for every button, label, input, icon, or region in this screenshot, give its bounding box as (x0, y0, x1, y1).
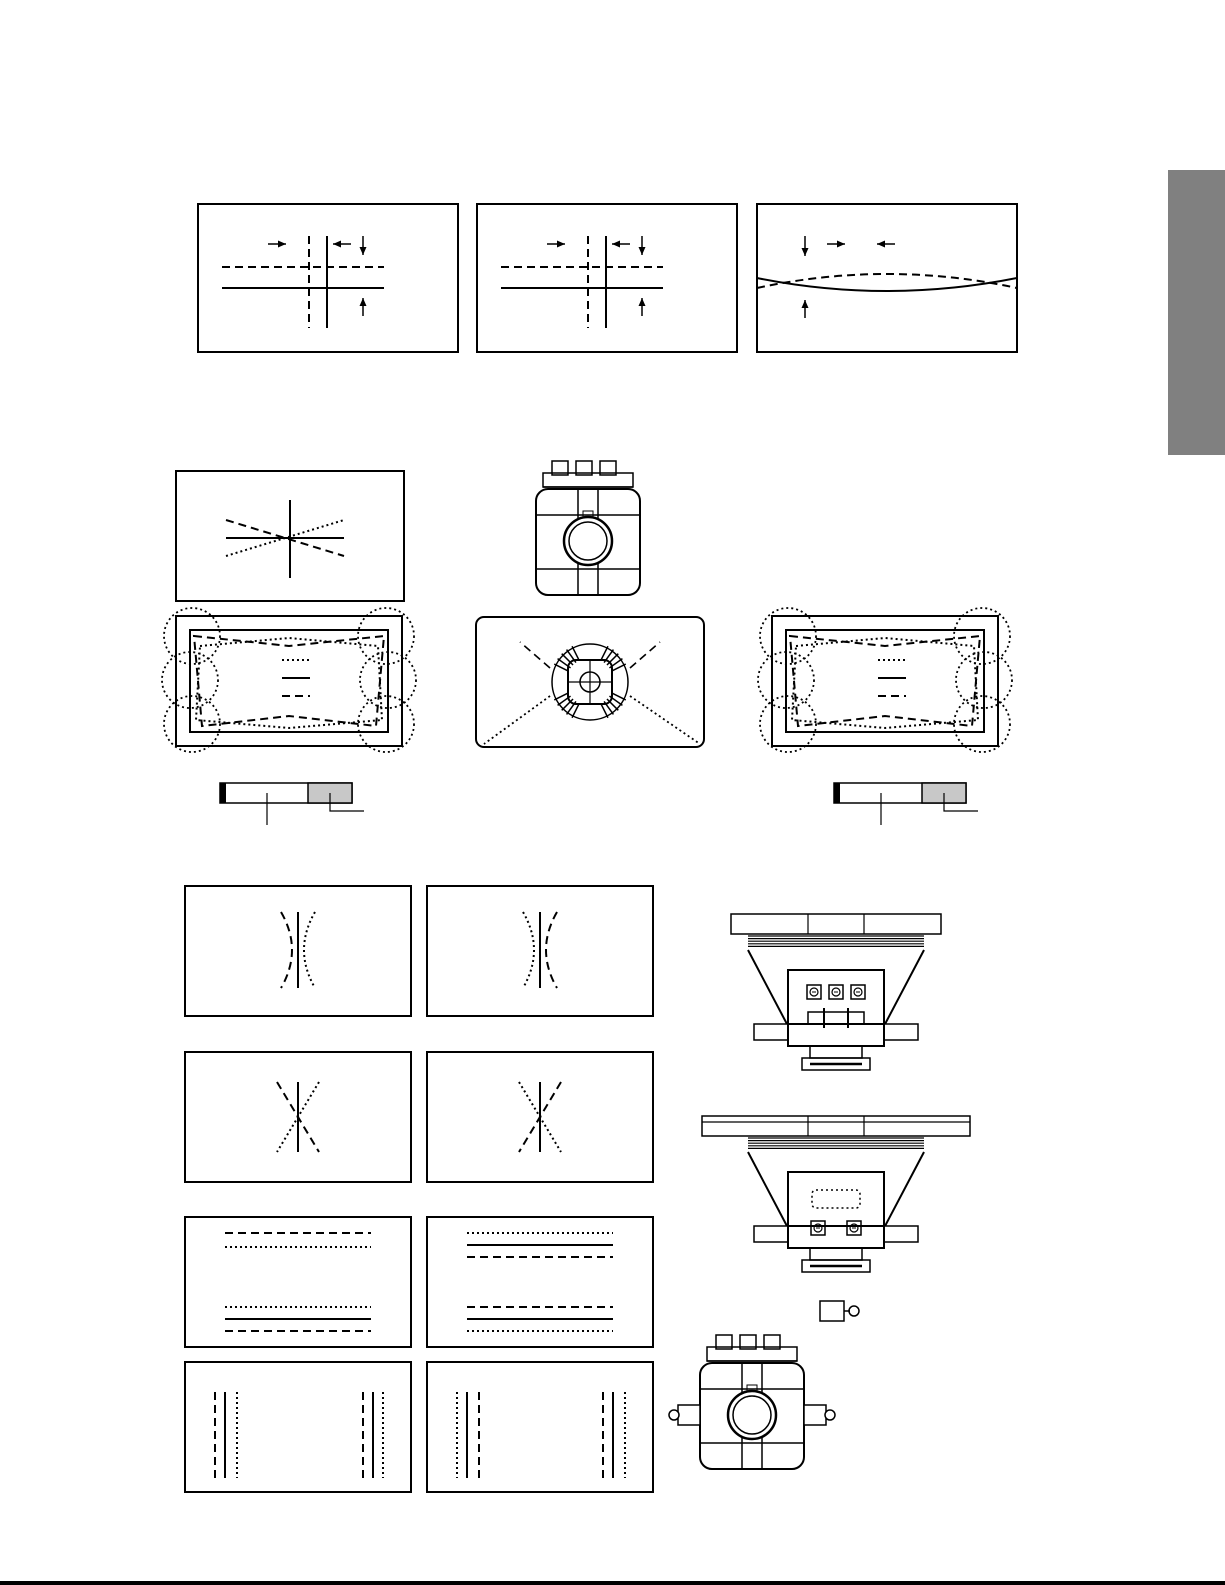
left-wedge (678, 1405, 700, 1425)
faceplate (702, 1116, 970, 1136)
pattern-bow-right (427, 886, 653, 1016)
screen-frame (185, 1217, 411, 1347)
wedge-body (820, 1301, 844, 1321)
dashed-raster (790, 636, 980, 726)
pattern-horizontal-right (427, 1217, 653, 1347)
static-convergence-2 (477, 204, 737, 352)
yoke-rear-view (536, 461, 640, 595)
screen-frame (185, 1362, 411, 1492)
pattern-vertical-left (185, 1362, 411, 1492)
corner-convergence-left (162, 608, 416, 752)
pattern-cross-left (185, 1052, 411, 1182)
right-wedge-knob (825, 1410, 835, 1420)
bow-patterns (185, 886, 653, 1492)
wedge-knob (849, 1306, 859, 1316)
pattern-vertical-right (427, 1362, 653, 1492)
corner-convergence-right (758, 608, 1012, 752)
neck-ring (564, 517, 612, 565)
yoke-with-wedges (669, 1335, 835, 1469)
screen-frame (757, 204, 1017, 352)
neck-ring (810, 1248, 862, 1260)
left-wedge-knob (669, 1410, 679, 1420)
neck-ring (810, 1046, 862, 1058)
static-convergence-1 (198, 204, 458, 352)
right-wedge (804, 1405, 826, 1425)
yoke-side-view-2 (702, 1116, 970, 1272)
vertical-bow (757, 204, 1017, 352)
sector-ray (630, 696, 700, 744)
center-star (176, 471, 404, 601)
sector-ray (520, 642, 550, 668)
yoke-side-view-1 (731, 914, 941, 1070)
outer-frame (176, 616, 402, 746)
dotted-raster (196, 638, 382, 728)
pattern-cross-right (427, 1052, 653, 1182)
dotted-raster (792, 638, 978, 728)
strip-end (835, 784, 839, 802)
screen-frame (427, 1362, 653, 1492)
footer-rule (0, 1581, 1225, 1585)
magnet-strip-right (834, 783, 978, 825)
neck-ring (728, 1391, 776, 1439)
screen-frame (427, 1217, 653, 1347)
wedge-magnet (820, 1301, 859, 1321)
pattern-horizontal-left (185, 1217, 411, 1347)
sector-ray (484, 696, 550, 744)
magnet-lower (788, 1024, 884, 1046)
dashed-raster (194, 636, 384, 726)
yoke-sector-view (476, 617, 704, 747)
faceplate (731, 914, 941, 934)
pattern-bow-left (185, 886, 411, 1016)
strip-end (221, 784, 225, 802)
sector-ray (630, 642, 660, 668)
magnet-lower (788, 1226, 884, 1248)
magnet-strip-left (220, 783, 364, 825)
outer-frame (772, 616, 998, 746)
